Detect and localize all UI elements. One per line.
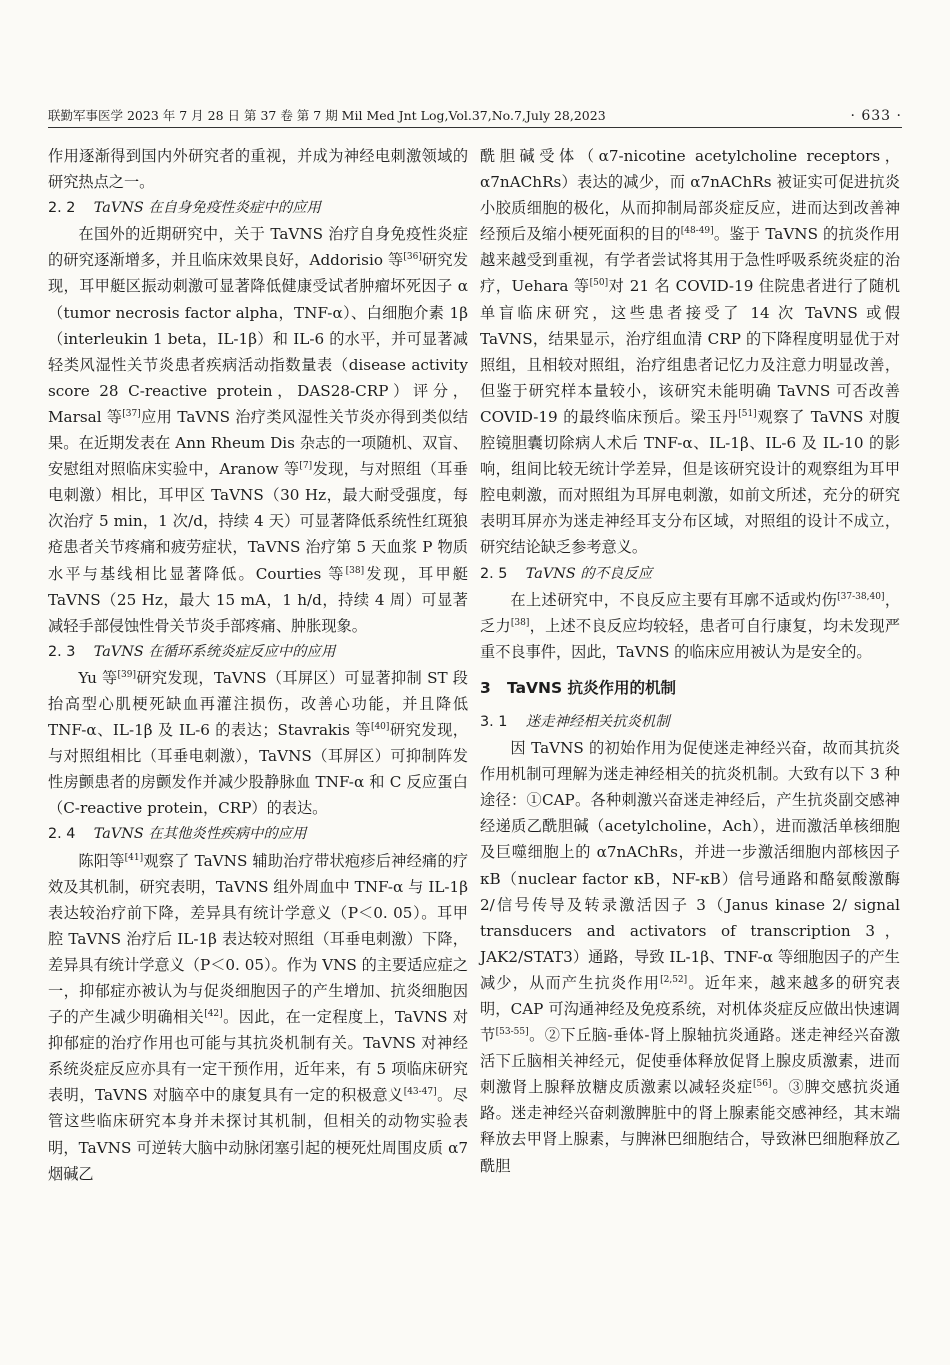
- section-heading-2-4: [48, 821, 468, 847]
- citation: [38]: [510, 617, 530, 628]
- section-heading-3: [480, 675, 900, 701]
- section-heading-2-2: [48, 195, 468, 221]
- citation: [53-55]: [495, 1027, 529, 1038]
- section-title: TaVNS 在自身免疫性炎症中的应用: [93, 200, 321, 217]
- journal-citation: 联勤军事医学 2023 年 7 月 28 日 第 37 卷 第 7 期 Mil Med Jnt Log,Vol.37,No.7,July 28,2023: [48, 108, 606, 123]
- section-heading-3-1: [480, 709, 900, 735]
- section-title: TaVNS 在其他炎性疾病中的应用: [93, 826, 307, 843]
- section-number: 2. 2: [48, 200, 76, 217]
- citation: [36]: [403, 252, 422, 263]
- citation: [37-38,40]: [837, 591, 885, 602]
- section-title: 迷走神经相关抗炎机制: [525, 713, 670, 730]
- citation: [37]: [122, 408, 141, 419]
- page-number: · 633 ·: [850, 108, 902, 124]
- paragraph: 在国外的近期研究中，关于 TaVNS 治疗自身免疫性炎症的研究逐渐增多，并且临床效果良好，Addorisio 等[36]研究发现，耳甲艇区振动刺激可显著降低健康受试者肿瘤坏死因子 α（tumor necrosis factor alpha，TNF-α）、白细胞介素 1β（interleukin 1 beta，IL-1β）和 IL-6 的水平，并可显著减轻类风湿性关节炎患者疾病活动指数量表（disease activity score 28 C-reactive protein，DAS28-CRP）评分，Marsal 等[37]应用 TaVNS 治疗类风湿性关节炎亦得到类似结果。在近期发表在 Ann Rheum Dis 杂志的一项随机、双盲、安慰组对照临床实验中，Aranow 等[7]发现，与对照组（耳垂电刺激）相比，耳甲区 TaVNS（30 Hz，最大耐受强度，每次治疗 5 min，1 次/d，持续 4 天）可显著降低系统性红斑狼疮患者关节疼痛和疲劳症状，TaVNS 治疗第 5 天血浆 P 物质水平与基线相比显著降低。Courties 等[38]发现，耳甲艇 TaVNS（25 Hz，最大 15 mA，1 h/d，持续 4 周）可显著减轻手部侵蚀性骨关节炎手部疼痛、肿胀现象。: [48, 225, 469, 635]
- paragraph: 陈阳等[41]观察了 TaVNS 辅助治疗带状疱疹后神经痛的疗效及其机制，研究表明，TaVNS 组外周血中 TNF-α 与 IL-1β 表达较治疗前下降，差异具有统计学意义（P＜0. 05）。耳甲腔 TaVNS 治疗后 IL-1β 表达较对照组（耳垂电刺激）下降，差异具有统计学意义（P＜0. 05）。作为 VNS 的主要适应症之一，抑郁症亦被认为与促炎细胞因子的产生增加、抗炎细胞因子的产生减少明确相关[42]。因此，在一定程度上，TaVNS 对抑郁症的治疗作用也可能与其抗炎机制有关。TaVNS 对神经系统炎症反应亦具有一定干预作用，近年来，有 5 项临床研究表明，TaVNS 对脑卒中的康复具有一定的积极意义[43-47]。尽管这些临床研究本身并未探讨其机制，但相关的动物实验表明，TaVNS 可逆转大脑中动脉闭塞引起的梗死灶周围皮质 α7 烟碱乙: [48, 851, 469, 1183]
- left-column: [48, 143, 468, 1187]
- citation: [2,52]: [660, 974, 688, 985]
- section-number: 2. 5: [480, 565, 508, 582]
- paragraph-continued: 酰胆碱受体（α7-nicotine acetylcholine receptors，α7nAChRs）表达的减少，而 α7nAChRs 被证实可促进抗炎小胶质细胞的极化，从而抑制局部炎症反应，进而达到改善神经预后及缩小梗死面积的目的[48-49]。鉴于 TaVNS 的抗炎作用越来越受到重视，有学者尝试将其用于急性呼吸系统炎症的治疗，Uehara 等[50]对 21 名 COVID-19 住院患者进行了随机单盲临床研究，这些患者接受了 14 次 TaVNS 或假 TaVNS，结果显示，治疗组血清 CRP 的下降程度明显优于对照组，且相较对照组，治疗组患者记忆力及注意力明显改善，但鉴于研究样本量较小，该研究未能明确 TaVNS 可否改善 COVID-19 的最终临床预后。梁玉丹[51]观察了 TaVNS 对腹腔镜胆囊切除病人术后 TNF-α、IL-1β、IL-6 及 IL-10 的影响，组间比较无统计学差异，但是该研究设计的观察组为耳甲腔电刺激，而对照组为耳屏电刺激，如前文所述，充分的研究表明耳屏亦为迷走神经耳支分布区域，对照组的设计不成立，研究结论缺乏参考意义。: [480, 147, 900, 557]
- citation: [50]: [589, 278, 609, 289]
- citation: [40]: [370, 722, 390, 732]
- section-heading-2-3: [48, 639, 468, 665]
- section-heading-2-5: [480, 561, 900, 587]
- section-title: TaVNS 在循环系统炎症反应中的应用: [93, 643, 336, 660]
- running-header: [48, 100, 902, 128]
- paragraph: 在上述研究中，不良反应主要有耳廓不适或灼伤[37-38,40]，乏力[38]，上述不良反应均较轻，患者可自行康复，均未发现严重不良事件，因此，TaVNS 的临床应用被认为是安全的。: [480, 590, 901, 661]
- section-number: 2. 4: [48, 826, 76, 843]
- citation: [41]: [124, 852, 144, 863]
- section-number: 2. 3: [48, 643, 76, 660]
- citation: [43-47]: [403, 1087, 437, 1098]
- citation: [42]: [204, 1009, 223, 1020]
- section-title: TaVNS 抗炎作用的机制: [507, 678, 677, 697]
- paragraph: 因 TaVNS 的初始作用为促使迷走神经兴奋，故而其抗炎作用机制可理解为迷走神经相关的抗炎机制。大致有以下 3 种途径：①CAP。各种刺激兴奋迷走神经后，产生抗炎副交感神经递质乙酰胆碱（acetylcholine，Ach），进而激活单核细胞及巨噬细胞上的 α7nAChRs，并进一步激活细胞内部核因子 κB（nuclear factor κB，NF-κB）信号通路和酪氨酸激酶 2/信号传导及转录激活因子 3（Janus kinase 2/ signal transducers and activators of transcription 3，JAK2/STAT3）通路，导致 IL-1β、TNF-α 等细胞因子的产生减少，从而产生抗炎作用[2,52]。近年来，越来越多的研究表明，CAP 可沟通神经及免疫系统，对机体炎症反应做出快速调节[53-55]。②下丘脑-垂体-肾上腺轴抗炎通路。迷走神经兴奋激活下丘脑相关神经元，促使垂体释放促肾上腺皮质激素，进而刺激肾上腺释放糖皮质激素以减轻炎症[56]。③脾交感抗炎通路。迷走神经兴奋刺激脾脏中的肾上腺素能交感神经，其末端释放去甲肾上腺素，与脾淋巴细胞结合，导致淋巴细胞释放乙酰胆: [480, 739, 901, 1175]
- paragraph: Yu 等[39]研究发现，TaVNS（耳屏区）可显著抑制 ST 段抬高型心肌梗死缺血再灌注损伤，改善心功能，并且降低 TNF-α、IL-1β 及 IL-6 的表达；Stavrakis 等[40]研究发现，与对照组相比（耳垂电刺激），TaVNS（耳屏区）可抑制阵发性房颤患者的房颤发作并减少股静脉血 TNF-α 和 C 反应蛋白（C-reactive protein，CRP）的表达。: [48, 668, 468, 818]
- right-column: [480, 143, 900, 1179]
- section-number: 3. 1: [480, 713, 508, 730]
- citation: [38]: [345, 565, 365, 576]
- citation: [7]: [299, 461, 313, 472]
- citation: [51]: [738, 408, 757, 419]
- citation: [39]: [117, 669, 137, 680]
- section-title: TaVNS 的不良反应: [525, 565, 653, 582]
- citation: [56]: [753, 1079, 772, 1090]
- citation: [48-49]: [680, 226, 714, 237]
- paragraph-continued: 作用逐渐得到国内外研究者的重视，并成为神经电刺激领域的研究热点之一。: [48, 147, 468, 192]
- section-number: 3: [480, 678, 491, 697]
